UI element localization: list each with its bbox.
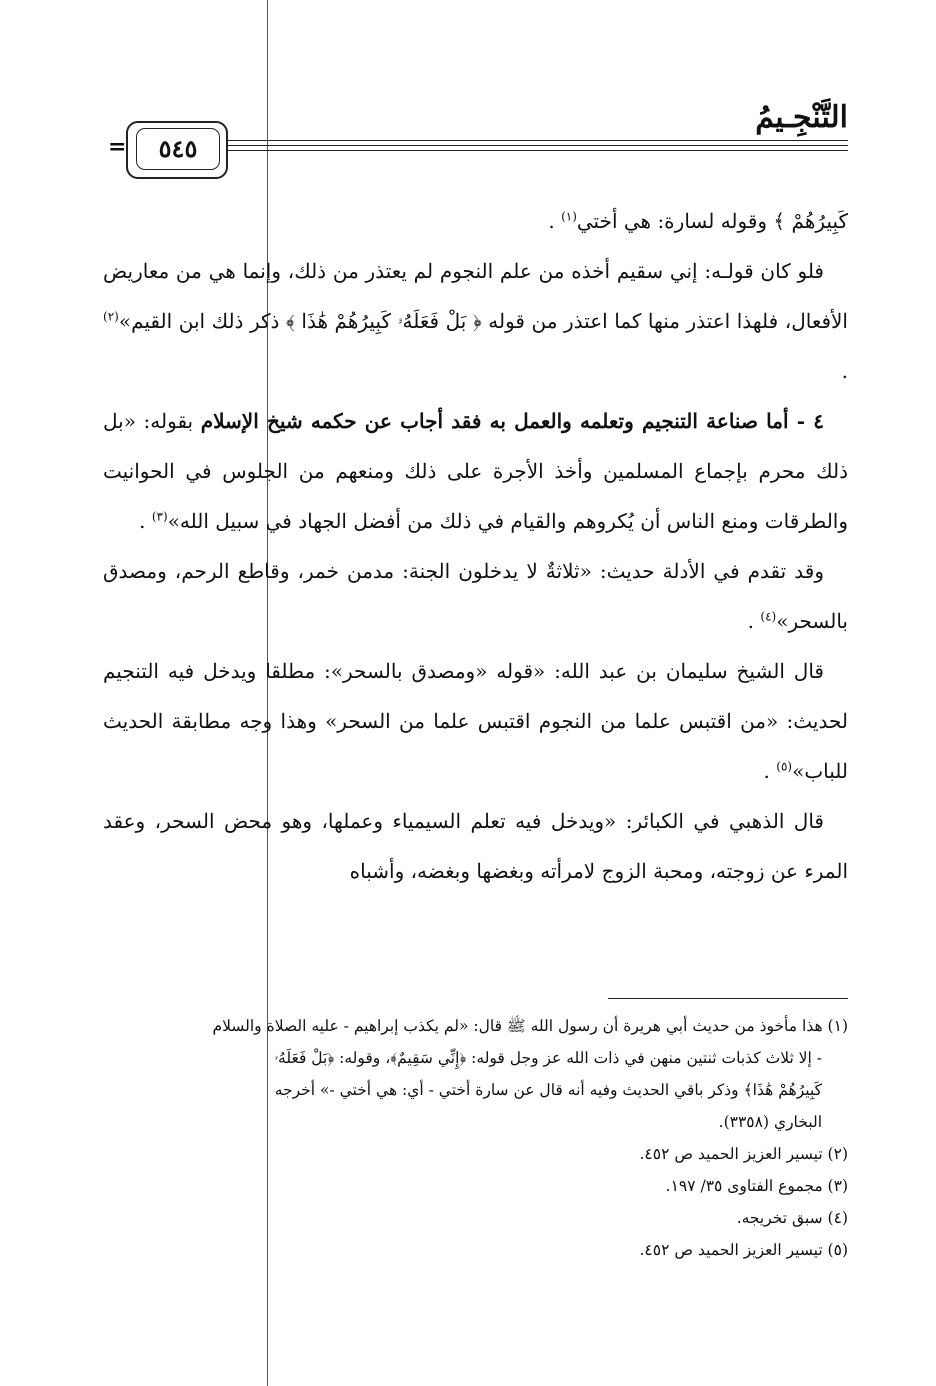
footnote-ref: (٤) [760,609,777,624]
footnote-5: (٥) تيسير العزيز الحميد ص ٤٥٢. [639,1241,848,1259]
paragraph: قال الذهبي في الكبائر: «ويدخل فيه تعلم السيمياء وعملها، وهو محض السحر، وعقد المرء عن زوجته، ومحبة الزوج لامرأته وبغضها وبغضه، وأشباه [103,809,848,883]
paragraph: وقد تقدم في الأدلة حديث: «ثلاثةٌ لا يدخلون الجنة: مدمن خمر، وقاطع الرحم، ومصدق بالسحر»$^{(٤)}$ . [103,559,848,633]
running-title: التَّنْجِـيمُ [755,100,848,135]
footnote-3: (٣) مجموع الفتاوى ٣٥/ ١٩٧. [665,1177,848,1195]
footnote-1-cont: - إلا ثلاث كذبات ثنتين منهن في ذات الله عز وجل قوله: ﴿إِنِّي سَقِيمٌ﴾، وقوله: ﴿بَلْ فَعَلَهُۥ [274,1049,822,1067]
paragraph: قال الشيخ سليمان بن عبد الله: «قوله «ومصدق بالسحر»: مطلقا ويدخل فيه التنجيم لحديث: «من اقتبس علما من النجوم اقتبس علما من السحر» وهذا وجه مطابقة الحديث للباب»$^{(٥)}$ . [103,659,848,783]
page-number-ornament: = [108,134,127,160]
header-rule [228,140,848,141]
header-rule [228,145,848,146]
footnote-ref: (٣) [151,509,168,524]
footnote-1: (١) هذا مأخوذ من حديث أبي هريرة أن رسول الله ﷺ قال: «لم يكذب إبراهيم - عليه الصلاة والسلام [212,1017,848,1035]
footnote-ref: (٢) [103,309,119,324]
footnote-ref: (١) [561,209,577,224]
paragraph: فلو كان قولـه: إني سقيم أخذه من علم النجوم لم يعتذر من ذلك، وإنما هي من معاريض الأفعال، فلهذا اعتذر منها كما اعتذر من قوله ﴿ بَلْ فَعَلَهُۥ كَبِيرُهُمْ هَٰذَا ﴾ ذكر ذلك ابن القيم»$^{(٢)}$ . [103,259,848,383]
header-rule [228,150,848,151]
footnotes [103,1010,848,1266]
footnote-1-cont: البخاري (٣٣٥٨). [718,1113,822,1131]
footnote-1-cont: كَبِيرُهُمْ هَٰذَا﴾ وذكر باقي الحديث وفيه أنه قال عن سارة أختي - أي: هي أختي -» أخرجه [274,1081,822,1099]
page-number: ٥٤٥ [136,128,220,170]
paragraph: ٤ - أما صناعة التنجيم وتعلمه والعمل به فقد أجاب عن حكمه شيخ الإسلام بقوله: «بل ذلك محرم بإجماع المسلمين وأخذ الأجرة على ذلك ومنعهم من الجلوس في الحوانيت والطرقات ومنع الناس أن يُكروهم والقيام في ذلك من أفضل الجهاد في سبيل الله»$^{(٣)}$ . [103,409,848,533]
footnote-4: (٤) سبق تخريجه. [736,1209,848,1227]
footnote-ref: (٥) [776,759,793,774]
footnote-2: (٢) تيسير العزيز الحميد ص ٤٥٢. [639,1145,848,1163]
paragraph: كَبِيرُهُمْ ﴾ وقوله لسارة: هي أختي$^{(١)}$ . [548,209,848,233]
footnote-separator [608,998,848,999]
main-text [103,196,848,896]
section-heading: ٤ - أما صناعة التنجيم وتعلمه والعمل به فقد أجاب عن حكمه شيخ الإسلام [200,409,824,433]
